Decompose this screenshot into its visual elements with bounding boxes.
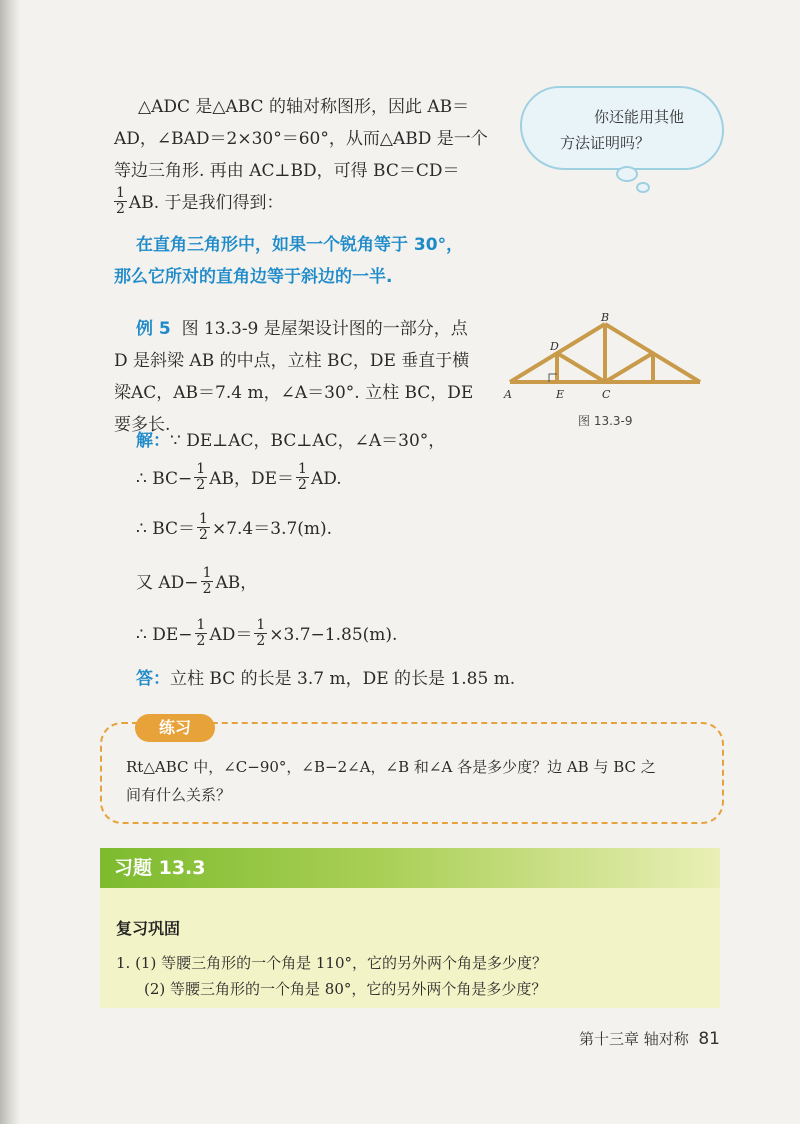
practice-line2: 间有什么关系？ <box>126 786 232 804</box>
page-binding-edge <box>0 0 20 1124</box>
solution-line3: ∴ BC＝ $\frac{1}{2}$ ×7.4＝3.7(m). <box>136 511 333 543</box>
practice-tag: 练习 <box>135 714 215 742</box>
exercise-section-title: 复习巩固 <box>116 919 181 938</box>
example-label: 例 5 <box>136 319 171 339</box>
cloud-line2: 方法证明吗？ <box>560 134 651 152</box>
roof-truss-figure <box>500 312 710 412</box>
chapter-label: 第十三章 轴对称 <box>579 1030 689 1048</box>
page-footer <box>579 1028 720 1049</box>
vertex-label-C: C <box>602 388 611 401</box>
exercise-title: 习题 13.3 <box>114 857 206 879</box>
para1-line4: $\frac{1}{2}$ AB. 于是我们得到： <box>116 185 284 217</box>
exercise-q1b: (2) 等腰三角形的一个角是 80°，它的另外两个角是多少度？ <box>144 980 547 998</box>
figure-caption: 图 13.3-9 <box>578 414 633 428</box>
solution-label: 解： <box>136 431 170 451</box>
cloud-line1: 你还能用其他 <box>594 108 685 126</box>
vertex-label-E: E <box>556 388 565 401</box>
answer-line: 答：立柱 BC 的长是 3.7 m，DE 的长是 1.85 m. <box>136 669 516 689</box>
solution-line1: 解：∵ DE⊥AC，BC⊥AC，∠A＝30°， <box>136 431 446 451</box>
truss-brace-left <box>557 353 605 382</box>
vertex-label-A: A <box>504 388 512 401</box>
practice-line1: Rt△ABC 中，∠C−90°，∠B−2∠A，∠B 和∠A 各是多少度？边 AB 与 BC 之 <box>126 758 656 776</box>
para1-line3: 等边三角形. 再由 AC⊥BD，可得 BC＝CD＝ <box>114 161 460 181</box>
example-line1: 例 5 图 13.3-9 是屋架设计图的一部分，点 <box>136 319 468 339</box>
page-number: 81 <box>698 1029 720 1049</box>
vertex-label-D: D <box>550 340 559 353</box>
para1-line2: AD，∠BAD＝2×30°＝60°，从而△ABD 是一个 <box>114 129 488 149</box>
example-line3: 梁AC，AB＝7.4 m，∠A＝30°. 立柱 BC，DE <box>114 383 474 403</box>
theorem-line1: 在直角三角形中，如果一个锐角等于 30°， <box>136 235 464 255</box>
theorem-line2: 那么它所对的直角边等于斜边的一半. <box>114 267 393 287</box>
cloud-bubble-small <box>636 182 650 193</box>
para1-line1: △ADC 是△ABC 的轴对称图形，因此 AB＝ <box>138 97 470 117</box>
vertex-label-B: B <box>601 312 610 324</box>
solution-line5: ∴ DE− $\frac{1}{2}$ AD＝ $\frac{1}{2}$ ×3.7−1.85(m). <box>136 617 398 649</box>
solution-line2: ∴ BC− $\frac{1}{2}$ AB，DE＝ $\frac{1}{2}$ AD. <box>136 461 342 493</box>
answer-label: 答： <box>136 669 170 689</box>
solution-line4: 又 AD− $\frac{1}{2}$ AB， <box>136 565 258 597</box>
example-line4: 要多长. <box>114 415 171 435</box>
exercise-q1a: 1. (1) 等腰三角形的一个角是 110°，它的另外两个角是多少度？ <box>116 954 547 972</box>
cloud-bubble-large <box>616 166 638 182</box>
fraction-half: $\frac{1}{2}$ <box>116 185 125 217</box>
truss-brace-right <box>605 353 653 382</box>
example-line2: D 是斜梁 AB 的中点，立柱 BC，DE 垂直于横 <box>114 351 470 371</box>
